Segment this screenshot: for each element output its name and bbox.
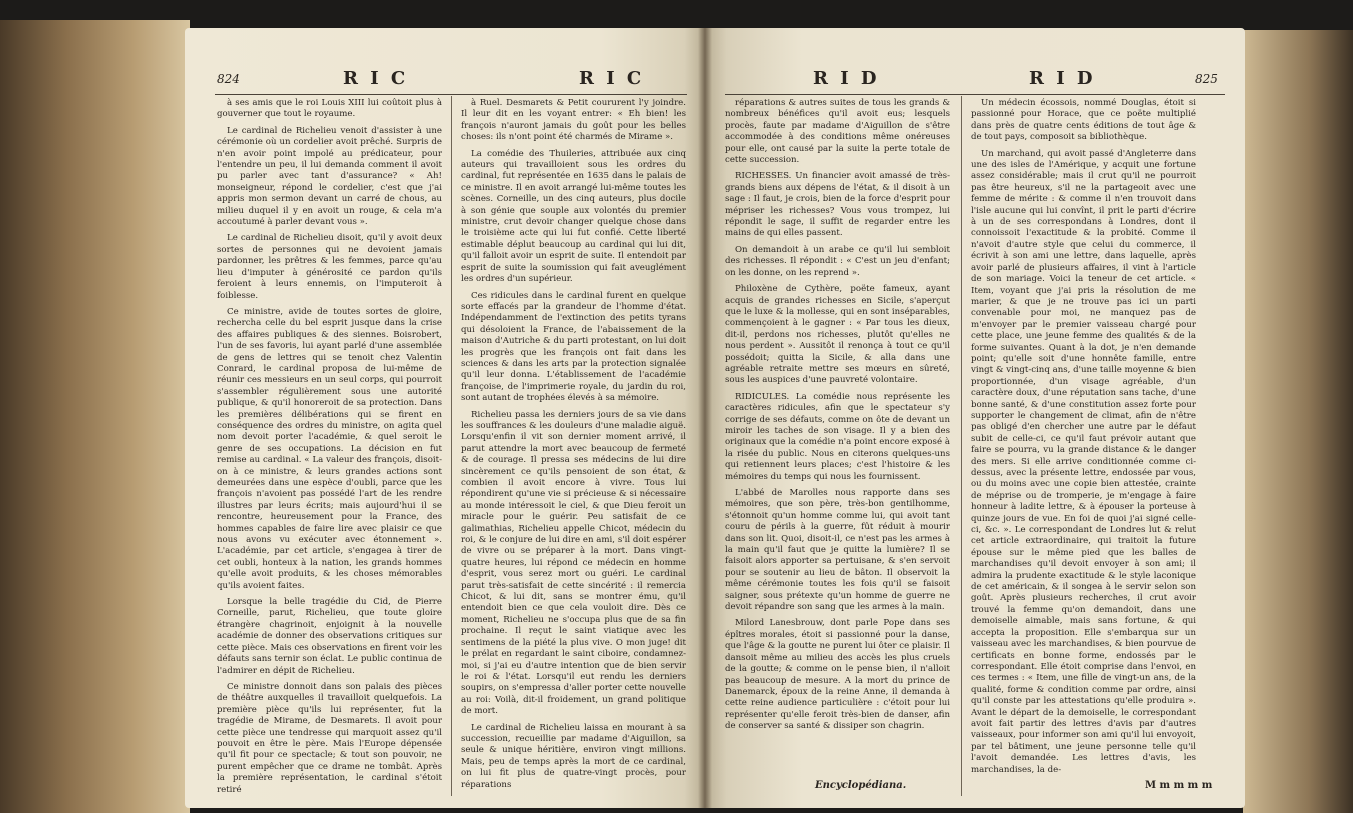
left-page-number: 824 [217,72,240,86]
left-running-head-1: R I C [343,68,409,89]
paragraph: Lorsque la belle tragédie du Cid, de Pierre Corneille, parut, Richelieu, que toute gloire étrangère chagrinoit, enjoignit à la nouvelle académie de donner des observations critiques sur cette pièce. Mais ces observations en firent voir les défauts sans ternir son éclat. Le public continua de l'admirer en dépit de Richelieu. [217,597,442,676]
right-column-1 [725,98,950,773]
paragraph: Milord Lanesbrouw, dont parle Pope dans ses épîtres morales, étoit si passionné pour la danse, que l'âge & la goutte ne purent lui ôter ce plaisir. Il dansoit même au milieu des accès les plus cruels de la goutte; & comme on le pense bien, il n'alloit pas beaucoup de mesure. A la mort du prince de Danemarck, époux de la reine Anne, il demanda à cette reine audience particulière : c'étoit pour lui représenter qu'elle feroit très-bien de danser, afin de conserver sa santé & dissiper son chagrin. [725,618,950,732]
left-running-head-2: R I C [579,68,645,89]
left-head-rule [215,94,687,95]
paragraph: à ses amis que le roi Louis XIII lui coûtoit plus à gouverner que tout le royaume. [217,98,442,120]
paragraph: RIDICULES. La comédie nous représente les caractères ridicules, afin que le spectateur s'y corrige de ses défauts, comme on ôte de devant un miroir les taches de son visage. Il y a bien des originaux que la comédie n'a point encore exposé à la risée du public. Nous en citerons quelques-uns qui retiennent leurs places; c'est l'histoire & les mémoires du temps qui nous les fournissent. [725,391,950,482]
right-running-head-1: R I D [813,68,880,89]
paragraph: Un marchand, qui avoit passé d'Angleterre dans une des isles de l'Amérique, y acquit une fortune assez considérable; mais il crut qu'il ne pourroit pas être heureux, s'il ne la partageoit avec une femme de mérite : & comme il n'en trouvoit dans l'isle aucune qui lui convînt, il prit le parti d'écrire à un de ses correspondans à Londres, dont il connoissoit l'exactitude & la probité. Comme il n'avoit d'autre style que celui du commerce, il écrivit à son ami une lettre, dans laquelle, après avoir parlé de plusieurs affaires, il vint à l'article de son mariage. Voici la teneur de cet article. « Item, voyant que j'ai pris la résolution de me marier, & que je ne trouve pas ici un parti convenable pour moi, ne manquez pas de m'envoyer par le premier vaisseau chargé pour cette place, une jeune femme des qualités & de la forme suivantes. Quant à la dot, je n'en demande point; qu'elle soit d'une honnête famille, entre vingt & vingt-cinq ans, d'une taille moyenne & bien proportionnée, d'un visage agréable, d'un caractère doux, d'une réputation sans tache, d'une bonne santé, & d'une constitution assez forte pour supporter le changement de climat, afin de n'être pas obligé d'en chercher une autre par le défaut subit de celle-ci, ce qu'il faut prévoir autant que faire se pourra, vu la grande distance & le danger des mers. Si elle arrive conditionnée comme ci-dessus, avec la présente lettre, endossée par vous, ou du moins avec une copie bien attestée, crainte de méprise ou de tromperie, je m'engage à faire honneur à ladite lettre, & à épouser la porteuse à quinze jours de vue. En foi de quoi j'ai signé celle-ci, &c. ». Le correspondant de Londres lut & relut cet article extraordinaire, qui traitoit la future épouse sur le même pied que les balles de marchandises qu'il devoit envoyer à son ami; il admira la prudente exactitude & le style laconique de cet américain, & il songea à le servir selon son goût. Après plusieurs recherches, il crut avoir trouvé la femme qu'on demandoit, dans une demoiselle aimable, mais sans fortune, & qui accepta la proposition. Elle s'embarqua sur un vaisseau avec les marchandises, & bien pourvue de certificats en bonne forme, endossés par le correspondant. Elle étoit comprise dans l'envoi, en ces termes : « Item, une fille de vingt-un ans, de la qualité, forme & condition comme par ordre, ainsi qu'il conste par les attestations qu'elle produira ». Avant le départ de la demoiselle, le correspondant avoit fait partir des lettres d'avis par d'autres vaisseaux, pour informer son ami qu'il lui envoyoit, par tel bâtiment, une jeune personne telle qu'il l'avoit demandée. Les lettres d'avis, les marchandises, la de- [971,148,1196,773]
right-head-rule [725,94,1225,95]
paragraph: Le cardinal de Richelieu laissa en mourant à sa succession, recueillie par madame d'Aiguillon, sa seule & unique héritière, environ vingt millions. Mais, peu de temps après la mort de ce cardinal, on lui fit plus de quatre-vingt procès, pour réparations [461,722,686,790]
paragraph: L'abbé de Marolles nous rapporte dans ses mémoires, que son père, très-bon gentilhomme, s'étonnoit qu'un homme comme lui, qui avoit tant couru de périls à la guerre, fût réduit à mourir dans son lit. Quoi, disoit-il, ce n'est pas les armes à la main qu'il faut que je quitte la lumière? Il se faisoit alors apporter sa pertuisane, & s'en servoit pour se soutenir au lieu de bâton. Il observoit la même cérémonie toutes les fois qu'il se faisoit saigner, sous prétexte qu'un homme de guerre ne devoit répandre son sang que les armes à la main. [725,488,950,613]
paragraph: à Ruel. Desmarets & Petit coururent l'y joindre. Il leur dit en les voyant entrer: « Eh bien! les françois n'auront jamais du goût pour les belles choses: ils n'ont point été charmés de Mirame ». [461,98,686,143]
right-column-2 [971,98,1196,773]
right-page [705,28,1245,808]
left-column-rule [451,96,452,796]
paragraph: Le cardinal de Richelieu disoit, qu'il y avoit deux sortes de personnes qui ne devoient jamais pardonner, les prêtres & les femmes, parce qu'au lieu d'imputer à générosité ce pardon qu'ils feroient à leurs ennemis, on l'imputeroit à foiblesse. [217,233,442,301]
book-gutter [698,28,712,808]
left-page [185,28,705,808]
right-column-rule [961,96,962,796]
left-column-1 [217,98,442,798]
paragraph: réparations & autres suites de tous les grands & nombreux bénéfices qu'il avoit eus; lesquels procès, faute par madame d'Aiguillon de s'être accommodée à des conditions même onéreuses pour elle, ont causé par la suite la perte totale de cette succession. [725,98,950,166]
paragraph: Ce ministre donnoit dans son palais des pièces de théâtre auxquelles il travailloit quelquefois. La première pièce qu'ils lui représenter, fut la tragédie de Mirame, de Desmarets. Il avoit pour cette pièce une tendresse qui marquoit assez qu'il pouvoit en être le père. Mais l'Europe dépensée qu'il fit pour ce spectacle; & tout son pouvoir, ne purent empêcher que ce drame ne tombât. Après la première représentation, le cardinal s'étoit retiré [217,681,442,795]
paragraph: Richelieu passa les derniers jours de sa vie dans les souffrances & les douleurs d'une maladie aiguë. Lorsqu'enfin il vit son dernier moment arrivé, il parut attendre la mort avec beaucoup de fermeté & de courage. Il pressa ses médecins de lui dire sincèrement ce qu'ils pensoient de son état, & combien il avoit encore à vivre. Tous lui répondirent qu'une vie si précieuse & si nécessaire au monde intéressoit le ciel, & que Dieu feroit un miracle pour le guérir. Peu satisfait de ce galimathias, Richelieu appelle Chicot, médecin du roi, & le conjure de lui dire en ami, s'il doit espérer de vivre ou se préparer à la mort. Dans vingt-quatre heures, lui répond ce médecin en homme d'esprit, vous serez mort ou guéri. Le cardinal parut très-satisfait de cette sincérité : il remercia Chicot, & lui dit, sans se montrer ému, qu'il entendoit bien ce que cela vouloit dire. Dès ce moment, Richelieu ne s'occupa plus que de sa fin prochaine. Il reçut le saint viatique avec les sentimens de la piété la plus vive. O mon juge! dit le prélat en regardant le saint ciboire, condamnez-moi, si j'ai eu d'autre intention que de bien servir le roi & l'état. Lorsqu'il eut rendu les derniers soupirs, on s'empressa d'aller porter cette nouvelle au roi: Voilà, dit-il froidement, un grand politique de mort. [461,409,686,717]
paragraph: Philoxène de Cythère, poëte fameux, ayant acquis de grandes richesses en Sicile, s'aperçut que le luxe & la mollesse, qui en sont inséparables, commençoient à le gagner : « Par tous les dieux, dit-il, perdons nos richesses, plutôt qu'elles ne nous perdent ». Aussitôt il renonça à tout ce qu'il possédoit; quitta la Sicile, & alla dans une agréable retraite mettre ses mœurs en sûreté, sous les auspices d'une pauvreté volontaire. [725,284,950,386]
paragraph: RICHESSES. Un financier avoit amassé de très-grands biens aux dépens de l'état, & il disoit à un sage : Il faut, je crois, bien de la force d'esprit pour mépriser les richesses? Vous vous trompez, lui répondit le sage, il suffit de regarder entre les mains de qui elles passent. [725,171,950,239]
signature-encyclopediana: Encyclopédiana. [815,780,907,791]
left-column-2 [461,98,686,798]
signature-mark: M m m m m [1145,780,1213,791]
paragraph: On demandoit à un arabe ce qu'il lui sembloit des richesses. Il répondit : « C'est un jeu d'enfant; on les donne, on les reprend ». [725,244,950,278]
right-page-number: 825 [1195,72,1218,86]
paragraph: Le cardinal de Richelieu venoit d'assister à une cérémonie où un cordelier avoit prêché. Surpris de n'en avoir point impolé au prédicateur, pour l'entendre un peu, il lui demanda comment il avoit pu parler avec tant d'assurance? « Ah! monseigneur, répond le cordelier, c'est que j'ai appris mon sermon devant un carré de chous, au milieu duquel il y en avoit un rouge, & cela m'a accoutumé à parler devant vous ». [217,125,442,228]
paragraph: Un médecin écossois, nommé Douglas, étoit si passionné pour Horace, que ce poëte multiplié dans près de quatre cents éditions de tout âge & de tout pays, composoit sa bibliothèque. [971,98,1196,143]
paragraph: Ce ministre, avide de toutes sortes de gloire, rechercha celle du bel esprit jusque dans la crise des affaires publiques & des siennes. Boisrobert, l'un de ses favoris, lui ayant parlé d'une assemblée de gens de lettres qui se tenoit chez Valentin Conrard, le cardinal proposa de lui-même de réunir ces messieurs en un seul corps, qui pourroit s'assembler régulièrement sous une autorité publique, & qu'il honoreroit de sa protection. Dans les premières délibérations qui se firent en conséquence des ordres du ministre, on agita quel nom devoit porter l'académie, & quel seroit le genre de ses occupations. La décision en fut remise au cardinal. « La valeur des françois, disoit-on à ce ministre, & leurs grandes actions sont demeurées dans une espèce d'oubli, parce que les françois n'avoient pas possédé l'art de les rendre illustres par leurs écrits; mais aujourd'hui il se rencontre, heureusement pour la France, des hommes capables de faire lire avec plaisir ce que nous avons vu exécuter avec étonnement ». L'académie, par cet article, s'engagea à tirer de cet oubli, honteux à la nation, les grands hommes qu'elle avoit produits, & les choses mémorables qu'ils avoient faites. [217,306,442,591]
paragraph: La comédie des Thuileries, attribuée aux cinq auteurs qui travailloient sous les ordres du cardinal, fut représentée en 1635 dans le palais de ce ministre. Il en avoit arrangé lui-même toutes les scènes. Corneille, un des cinq auteurs, plus docile à son génie que souple aux volontés du premier ministre, crut devoir changer quelque chose dans le troisième acte qui lui fut confié. Cette liberté estimable déplut beaucoup au cardinal qui lui dit, qu'il falloit avoir un esprit de suite. Il entendoit par esprit de suite la soumission qui fait aveuglément les ordres d'un supérieur. [461,148,686,285]
book-edge-right [1243,30,1353,813]
book-edge-left [0,20,190,813]
right-running-head-2: R I D [1029,68,1096,89]
paragraph: Ces ridicules dans le cardinal furent en quelque sorte effacés par la grandeur de l'homme d'état. Indépendamment de l'extinction des petits tyrans qui désoloient la France, de l'abaissement de la maison d'Autriche & du parti protestant, on lui doit les progrès que les françois ont fait dans les sciences & dans les arts par la protection signalée qu'il leur donna. L'établissement de l'académie françoise, de l'imprimerie royale, du jardin du roi, sont autant de trophées élevés à sa mémoire. [461,290,686,404]
